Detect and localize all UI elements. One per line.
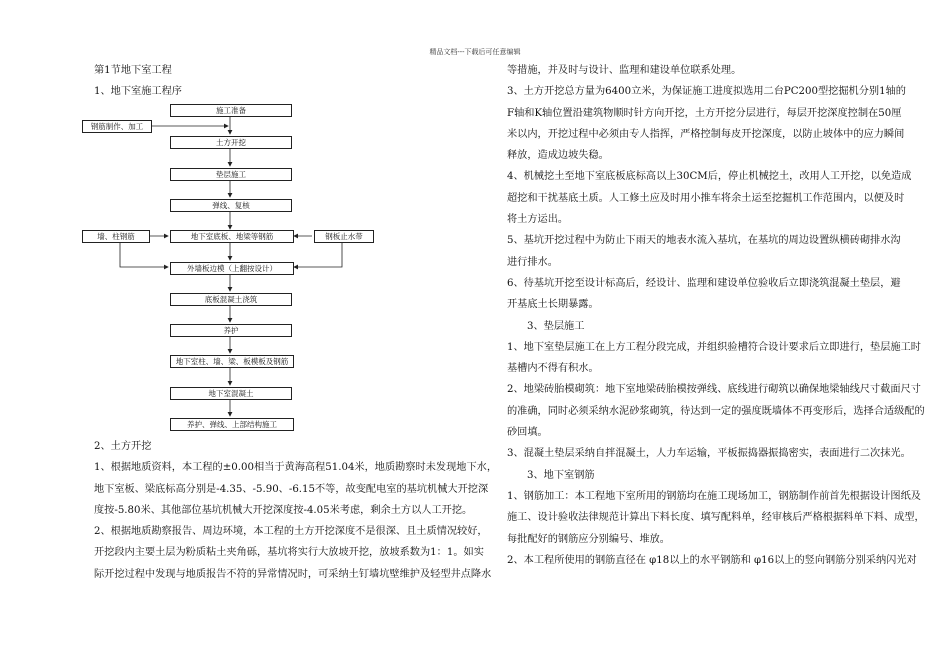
flow-step-layout-check: 弹线、复核 (170, 199, 292, 212)
right-column (507, 60, 925, 571)
paragraph-line: 4、机械挖土至地下室底板底标高以上30CM后，停止机械挖土，改用人工开挖，以免造成 (507, 171, 912, 183)
flow-step-formwork-rebar: 地下室柱、墙、梁、板模板及钢筋 (170, 355, 294, 368)
paragraph-line: 每批配好的钢筋应分别编号、堆放。 (507, 533, 670, 545)
left-column-bottom (94, 436, 498, 585)
paragraph-line: 开挖段内主要土层为粉质粘土夹角砾，基坑将实行大放坡开挖，放坡系数为1：1。如实 (94, 547, 484, 559)
flow-side-waterstop: 钢板止水带 (314, 230, 374, 243)
flow-step-concrete: 地下室混凝土 (170, 387, 292, 400)
paragraph-line: 1、根据地质资料，本工程的±0.00相当于黄海高程51.04米，地质勘察时未发现地下水， (94, 462, 498, 474)
paragraph-line: 3、土方开挖总方量为6400立米，为保证施工进度拟选用二台PC200型挖掘机分别1轴的 (507, 86, 906, 98)
paragraph-line: 的准确，同时必须采纳水泥砂浆砌筑，待达到一定的强度既墙体不再变形后，选择合适级配的 (507, 405, 925, 417)
paragraph-line: 2、地梁砖胎模砌筑：地下室地梁砖胎模按弹线、底线进行砌筑以确保地梁轴线尺寸截面尺寸 (507, 384, 921, 396)
subsection-title-2: 2、土方开挖 (94, 441, 152, 452)
paragraph-line: 砂回填。 (507, 427, 548, 439)
flow-step-slab-pour: 底板混凝土浇筑 (170, 293, 292, 306)
paragraph-line: 基槽内不得有积水。 (507, 363, 599, 375)
paragraph-line: 将土方运出。 (507, 214, 569, 226)
paragraph-line: 2、根据地质勘察报告、周边环境，本工程的土方开挖深度不是很深、且土质情况较好， (94, 526, 488, 538)
paragraph-line: 度按-5.80米、其他部位基坑机械大开挖深度按-4.05米考虑，剩余土方以人工开挖。 (94, 504, 473, 516)
construction-flowchart (80, 96, 380, 436)
paragraph-line: 米以内，开挖过程中必须由专人指挥，严格控制每皮开挖深度，以防止坡体中的应力瞬间 (507, 128, 905, 140)
paragraph-line: 地下室板、梁底标高分别是-4.35、-5.90、-6.15不等，故变配电室的基坑机械大开挖深 (94, 483, 489, 495)
flow-step-excavation: 土方开挖 (170, 136, 292, 149)
paragraph-line: 6、待基坑开挖至设计标高后，经设计、监理和建设单位验收后立即浇筑混凝土垫层，避 (507, 277, 901, 289)
paragraph-line: 施工、设计验收法律规范计算出下料长度、填写配料单，经审核后严格根据料单下料、成型， (507, 512, 925, 524)
paragraph-line: 超挖和干扰基底土质。人工修土应及时用小推车将余土运至挖掘机工作范围内，以便及时 (507, 192, 905, 204)
paragraph-line: 释放，造成边坡失稳。 (507, 150, 609, 162)
subsection-title-1: 1、地下室施工程序 (94, 86, 182, 98)
section-heading-rebar: 3、地下室钢筋 (527, 469, 595, 481)
page-header: 精品文档---下载后可任意编辑 (429, 48, 521, 56)
paragraph-line: F轴和K轴位置沿建筑物顺时针方向开挖，土方开挖分层进行，每层开挖深度控制在50厘 (507, 107, 902, 119)
flow-step-cushion: 垫层施工 (170, 168, 292, 181)
paragraph-line: 等措施，并及时与设计、监理和建设单位联系处理。 (507, 65, 742, 76)
flow-step-edge-formwork: 外墙板边模（上翻按设计） (170, 262, 294, 275)
flow-step-preparation: 施工准备 (170, 104, 292, 117)
paragraph-line: 5、基坑开挖过程中为防止下雨天的地表水流入基坑，在基坑的周边设置纵横砖砌排水沟 (507, 235, 901, 247)
paragraph-line: 2、本工程所使用的钢筋直径在 φ18以上的水平钢筋和 φ16以上的竖向钢筋分别采纳闪光对 (507, 554, 917, 566)
section-title: 第1节地下室工程 (94, 65, 172, 76)
flow-side-rebar-fabrication: 钢筋制作、加工 (82, 120, 152, 133)
flow-step-superstructure: 养护、弹线、上部结构施工 (170, 418, 294, 431)
paragraph-line: 开基底土长期暴露。 (507, 299, 599, 311)
flow-step-slab-rebar: 地下室底板、地梁等钢筋 (170, 230, 294, 243)
paragraph-line: 进行排水。 (507, 256, 558, 268)
flow-side-wall-column-rebar: 墙、柱钢筋 (82, 230, 150, 243)
paragraph-line: 3、混凝土垫层采纳自拌混凝土，人力车运输，平板振捣器振捣密实，表面进行二次抹光。 (507, 448, 911, 460)
flow-step-curing: 养护 (170, 324, 292, 337)
paragraph-line: 1、钢筋加工：本工程地下室所用的钢筋均在施工现场加工，钢筋制作前首先根据设计图纸及 (507, 490, 921, 502)
section-heading-cushion: 3、垫层施工 (527, 320, 585, 332)
paragraph-line: 际开挖过程中发现与地质报告不符的异常情况时，可采纳土钉墙坑壁维护及轻型井点降水 (94, 568, 492, 580)
paragraph-line: 1、地下室垫层施工在上方工程分段完成，并组织验槽符合设计要求后立即进行，垫层施工时 (507, 341, 921, 353)
